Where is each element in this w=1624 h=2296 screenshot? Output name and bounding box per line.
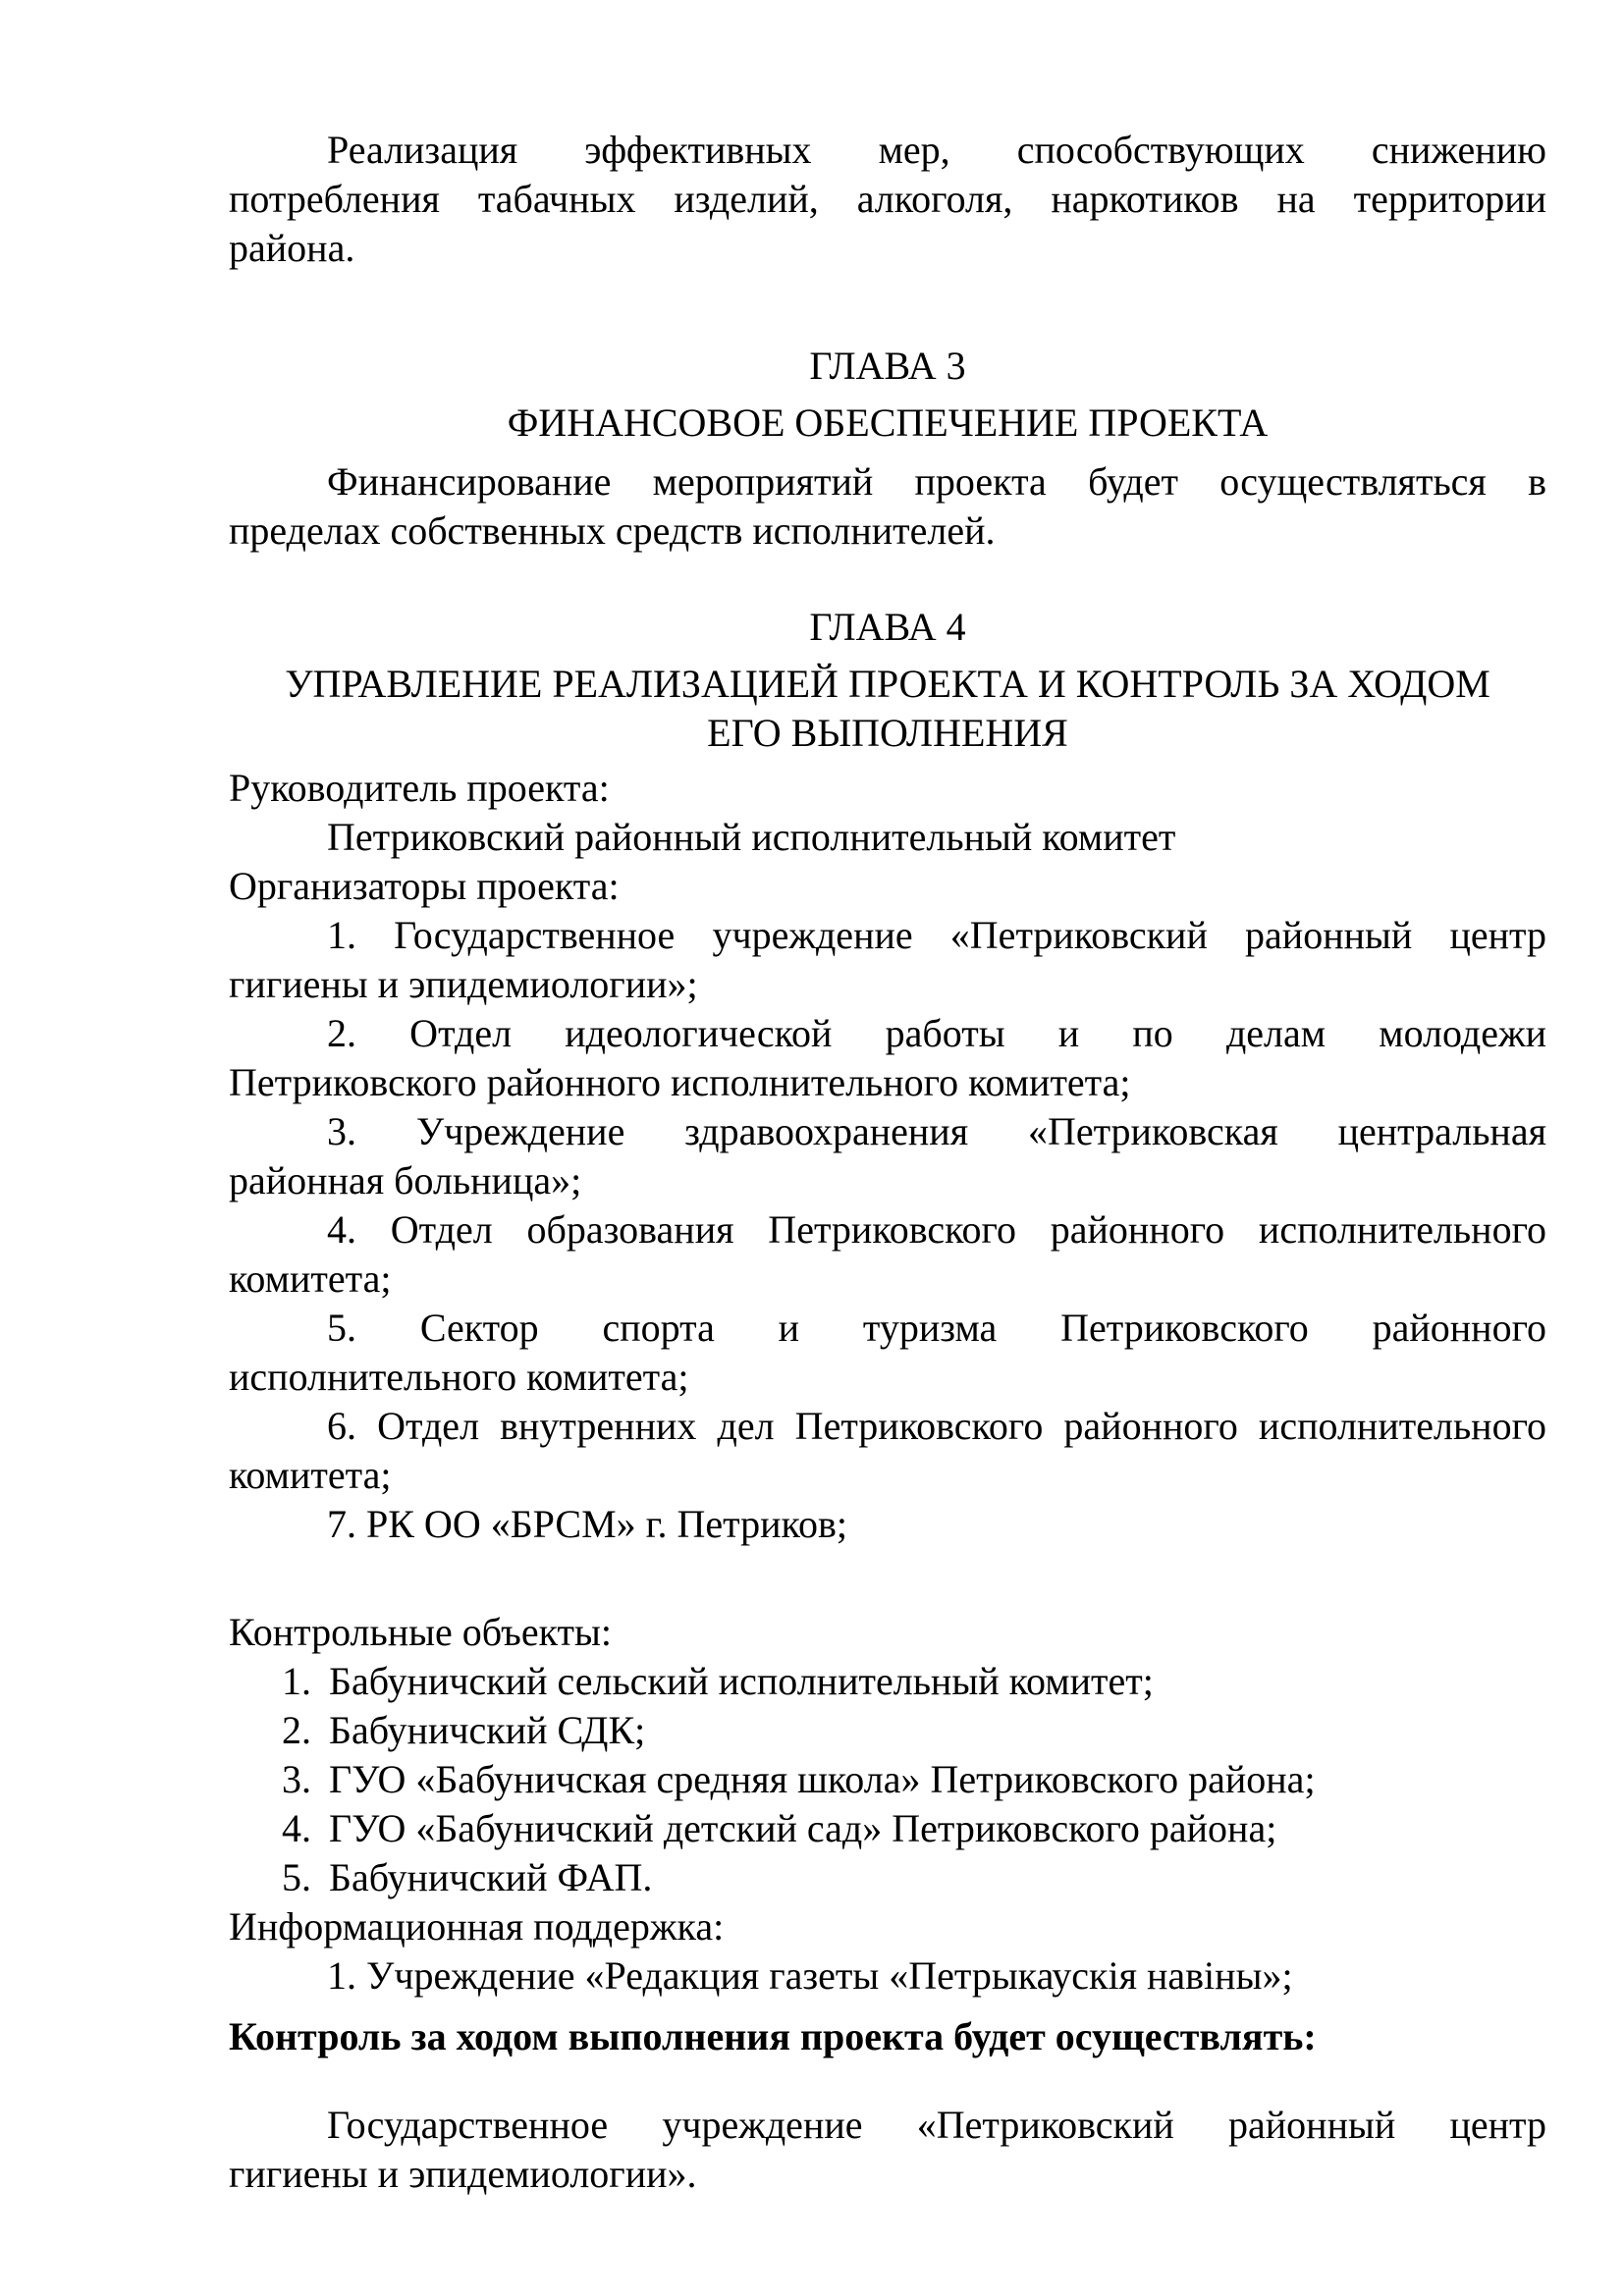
paragraph xyxy=(229,1304,1546,1402)
paragraph-line: пределах собственных средств исполнителей. xyxy=(229,508,996,553)
label xyxy=(229,1608,1546,1657)
paragraph xyxy=(229,126,1546,273)
label-line: Организаторы проекта: xyxy=(229,864,620,908)
bold-label-line: Контроль за ходом выполнения проекта будет осуществлять: xyxy=(229,2014,1317,2058)
list-item-text: Бабуничский СДК; xyxy=(329,1708,646,1752)
list-item-number: 3. xyxy=(282,1757,311,1801)
paragraph-line: Петриковского районного исполнительного комитета; xyxy=(229,1060,1131,1104)
label-line: Руководитель проекта: xyxy=(229,766,610,810)
list-item-text: Бабуничский ФАП. xyxy=(329,1855,653,1899)
label-line: Контрольные объекты: xyxy=(229,1610,612,1654)
paragraph-line: 2. Отдел идеологической работы и по делам молодежи xyxy=(327,1011,1546,1055)
list-item xyxy=(229,1804,1546,1853)
paragraph xyxy=(229,1009,1546,1107)
paragraph xyxy=(229,1500,1546,1549)
paragraph-line: 1. Государственное учреждение «Петриковский районный центр xyxy=(327,913,1546,957)
heading xyxy=(229,342,1546,391)
list-item-number: 4. xyxy=(282,1806,311,1850)
paragraph-line: 1. Учреждение «Редакция газеты «Петрыкаускія навіны»; xyxy=(327,1953,1293,1998)
heading xyxy=(229,399,1546,448)
paragraph xyxy=(229,1205,1546,1304)
list-item-text: ГУО «Бабуничская средняя школа» Петриковского района; xyxy=(329,1757,1316,1801)
list-item-text: ГУО «Бабуничский детский сад» Петриковского района; xyxy=(329,1806,1277,1850)
paragraph-line: 4. Отдел образования Петриковского районного исполнительного xyxy=(327,1207,1546,1252)
paragraph-line: Финансирование мероприятий проекта будет осуществляться в xyxy=(327,459,1546,504)
paragraph-line: комитета; xyxy=(229,1256,392,1301)
paragraph-line: 7. РК ОО «БРСМ» г. Петриков; xyxy=(327,1502,847,1546)
heading xyxy=(229,660,1546,758)
paragraph xyxy=(229,457,1546,556)
heading-line: УПРАВЛЕНИЕ РЕАЛИЗАЦИЕЙ ПРОЕКТА И КОНТРОЛЬ ЗА ХОДОМ xyxy=(285,662,1490,706)
paragraph xyxy=(229,1951,1546,2001)
heading-line: ГЛАВА 3 xyxy=(809,344,966,388)
paragraph-line: Петриковский районный исполнительный комитет xyxy=(327,815,1176,859)
paragraph xyxy=(229,1402,1546,1500)
list-item-number: 1. xyxy=(282,1659,311,1703)
paragraph-line: 5. Сектор спорта и туризма Петриковского районного xyxy=(327,1306,1546,1350)
paragraph-line: исполнительного комитета; xyxy=(229,1355,689,1399)
list-item xyxy=(229,1853,1546,1902)
list-item xyxy=(229,1755,1546,1804)
numbered-list xyxy=(229,1657,1546,1902)
list-item xyxy=(229,1706,1546,1755)
paragraph-line: Реализация эффективных мер, способствующих снижению xyxy=(327,128,1546,172)
paragraph-line: Государственное учреждение «Петриковский районный центр xyxy=(327,2103,1546,2147)
label-line: Информационная поддержка: xyxy=(229,1904,725,1949)
paragraph-line: района. xyxy=(229,226,355,270)
label-bold xyxy=(229,2012,1546,2061)
label xyxy=(229,764,1546,813)
paragraph-line: районная больница»; xyxy=(229,1158,582,1202)
paragraph-line: 6. Отдел внутренних дел Петриковского районного исполнительного xyxy=(327,1404,1546,1448)
label xyxy=(229,1902,1546,1951)
label xyxy=(229,862,1546,911)
heading xyxy=(229,603,1546,652)
paragraph-line: 3. Учреждение здравоохранения «Петриковская центральная xyxy=(327,1109,1546,1153)
paragraph-line: потребления табачных изделий, алкоголя, наркотиков на территории xyxy=(229,177,1546,221)
paragraph xyxy=(229,1107,1546,1205)
paragraph xyxy=(229,911,1546,1009)
list-item-number: 2. xyxy=(282,1708,311,1752)
paragraph-line: комитета; xyxy=(229,1453,392,1497)
heading-line: ФИНАНСОВОЕ ОБЕСПЕЧЕНИЕ ПРОЕКТА xyxy=(507,400,1269,445)
paragraph-line: гигиены и эпидемиологии»; xyxy=(229,962,698,1006)
list-item-number: 5. xyxy=(282,1855,311,1899)
paragraph xyxy=(229,2101,1546,2199)
heading-line: ГЛАВА 4 xyxy=(809,605,966,649)
list-item xyxy=(229,1657,1546,1706)
paragraph xyxy=(229,813,1546,862)
paragraph-line: гигиены и эпидемиологии». xyxy=(229,2152,697,2196)
heading-line: ЕГО ВЫПОЛНЕНИЯ xyxy=(707,711,1068,755)
list-item-text: Бабуничский сельский исполнительный комитет; xyxy=(329,1659,1154,1703)
